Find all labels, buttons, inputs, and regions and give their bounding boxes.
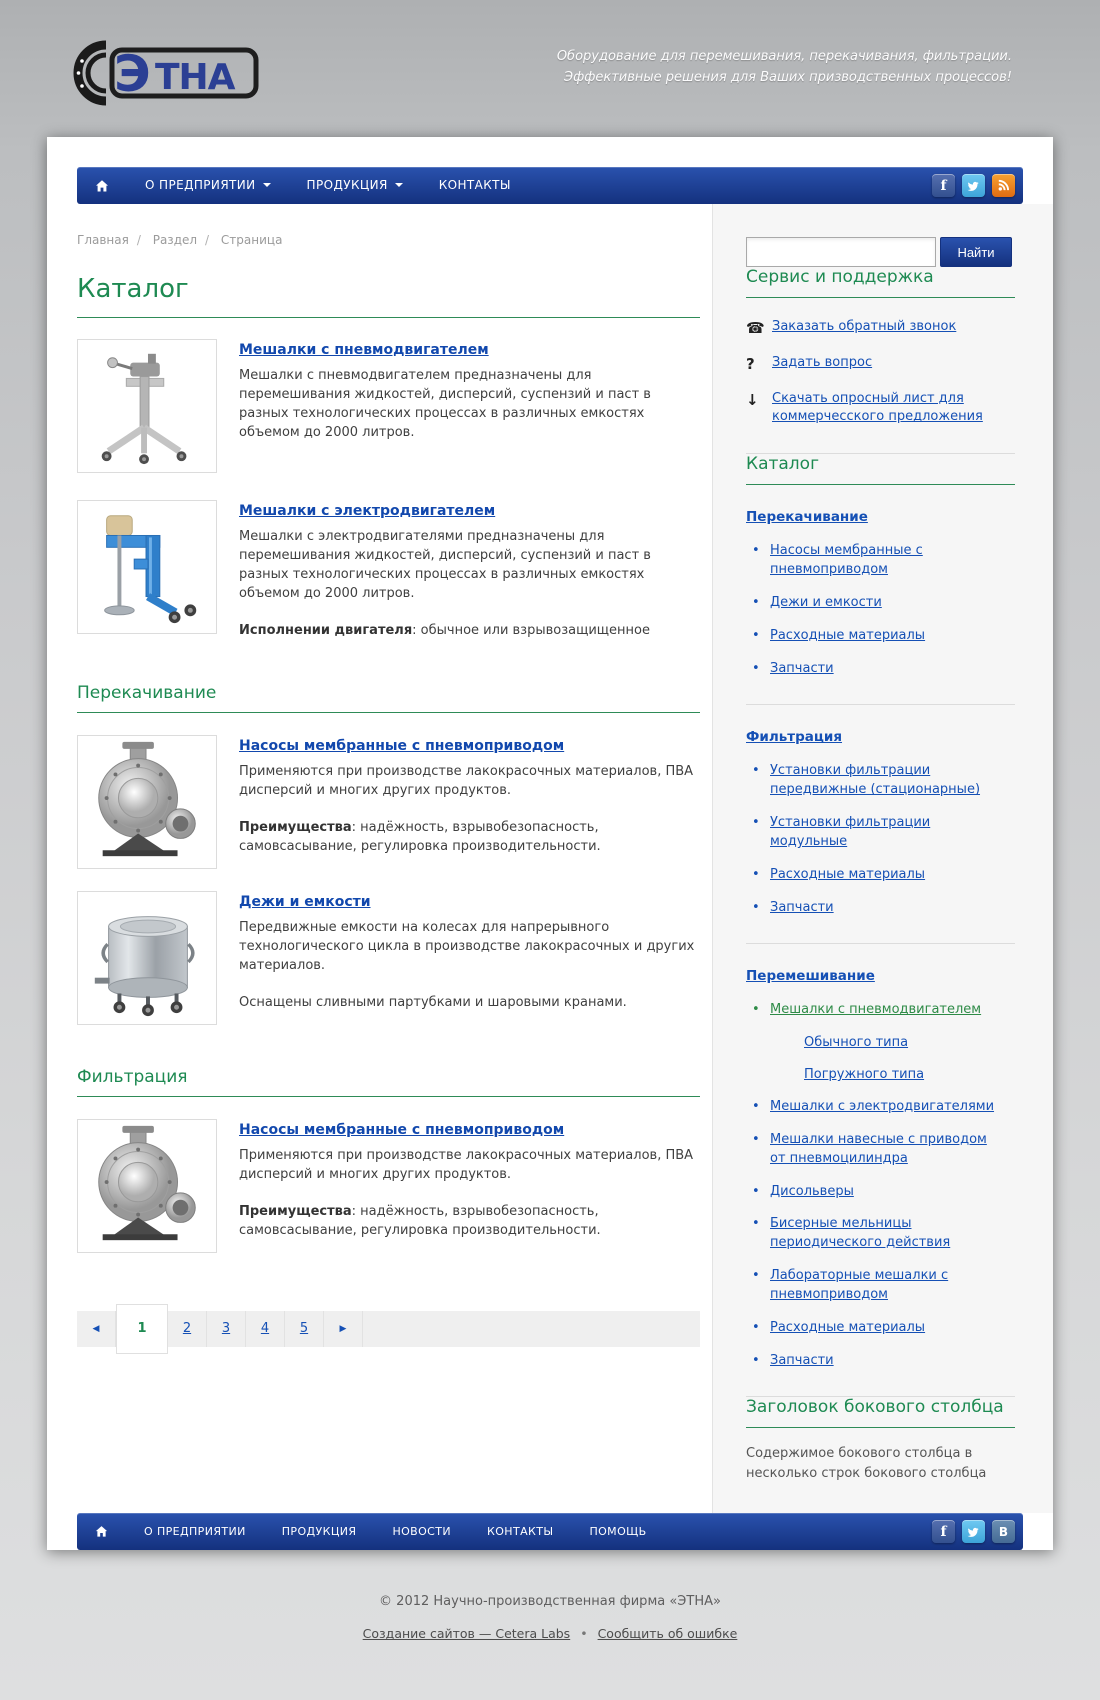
footer-item-news[interactable]: НОВОСТИ [392, 1525, 452, 1539]
catalog-link[interactable]: Мешалки с электродвигателями [770, 1099, 995, 1114]
product-note: Исполнении двигателя: обычное или взрывозащищенное [239, 622, 650, 638]
pagination-next-button[interactable]: ▶ [324, 1311, 363, 1347]
catalog-link[interactable]: Запчасти [770, 899, 834, 915]
catalog-link[interactable]: Расходные материалы [770, 1319, 926, 1335]
list-item [746, 318, 1015, 340]
catalog-link[interactable]: Насосы мембранные с пневмоприводом [770, 543, 923, 578]
product-item [77, 1119, 700, 1253]
content-card [47, 137, 1053, 1550]
list-item [746, 814, 1015, 852]
list-subitem [746, 1066, 1015, 1085]
pagination-page-1[interactable]: 1 [116, 1304, 168, 1354]
twitter-bird-icon [966, 178, 981, 193]
catalog-link-active[interactable]: Мешалки с пневмодвигателем [770, 1002, 982, 1018]
catalog-group-list [746, 542, 1015, 678]
list-item [746, 1352, 1015, 1371]
list-item [746, 866, 1015, 885]
list-item [746, 1267, 1015, 1305]
site-tagline [557, 47, 1012, 89]
catalog-sublink[interactable]: Погружного типа [804, 1067, 925, 1083]
nav-item-contacts[interactable] [421, 167, 529, 204]
site-creator-link[interactable]: Создание сайтов — Cetera Labs [362, 1626, 571, 1642]
separator-dot: • [580, 1626, 588, 1642]
catalog-menu-title: Каталог [746, 454, 1015, 485]
catalog-group-list [746, 1001, 1015, 1370]
svg-text:Э: Э [114, 45, 151, 103]
breadcrumb-section[interactable]: Раздел / [153, 233, 217, 247]
twitter-icon[interactable] [962, 174, 985, 197]
page-footer [0, 1594, 1100, 1641]
list-item [746, 627, 1015, 646]
chevron-down-icon [395, 183, 403, 187]
breadcrumb-home[interactable]: Главная / [77, 233, 149, 247]
catalog-link[interactable]: Лабораторные мешалки с пневмоприводом [770, 1268, 949, 1302]
product-title-link[interactable]: Дежи и емкости [239, 893, 371, 910]
footer-item-contacts[interactable]: КОНТАКТЫ [487, 1525, 554, 1539]
section-title-pumping: Перекачивание [77, 683, 700, 713]
list-item [746, 1215, 1015, 1253]
membrane-pump-image [79, 737, 215, 867]
divider [746, 704, 1015, 705]
product-body [239, 735, 699, 869]
product-item [77, 735, 700, 869]
content-columns [47, 204, 1053, 1513]
pagination [77, 1311, 700, 1347]
list-item-active [746, 1001, 1015, 1020]
copyright: © 2012 Научно-производственная фирма «ЭТНА» [379, 1594, 721, 1610]
catalog-group-filtration[interactable]: Фильтрация [746, 729, 843, 746]
list-item [746, 594, 1015, 613]
nav-item-about[interactable] [127, 167, 289, 204]
pagination-page-3[interactable]: 3 [207, 1311, 246, 1347]
catalog-link[interactable]: Запчасти [770, 660, 834, 676]
section-title-filtration: Фильтрация [77, 1067, 700, 1097]
catalog-link[interactable]: Дежи и емкости [770, 594, 882, 610]
list-item [746, 762, 1015, 800]
product-item [77, 891, 700, 1025]
home-button[interactable] [77, 167, 127, 204]
product-description: Применяются при производстве лакокрасочных материалов, ПВА дисперсий и многих других продуктов. [239, 1147, 694, 1182]
footer-social-links [932, 1520, 1015, 1543]
list-item [746, 899, 1015, 918]
catalog-sublink[interactable]: Обычного типа [804, 1035, 909, 1051]
nav-item-products-label: ПРОДУКЦИЯ [306, 178, 388, 192]
pneumatic-mixer-image [79, 341, 215, 471]
side-block-title: Заголовок бокового столбца [746, 1397, 1015, 1428]
search-input[interactable] [746, 237, 936, 267]
list-item [746, 354, 1015, 376]
list-subitem [746, 1034, 1015, 1053]
question-icon: ? [746, 354, 755, 373]
svg-text:ТНА: ТНА [155, 57, 235, 98]
pagination-page-4[interactable]: 4 [246, 1311, 285, 1347]
search-button[interactable]: Найти [940, 237, 1012, 267]
divider [746, 943, 1015, 944]
product-title-link[interactable]: Мешалки с электродвигателем [239, 503, 496, 519]
catalog-group-pumping[interactable]: Перекачивание [746, 509, 868, 526]
catalog-group-mixing[interactable]: Перемешивание [746, 968, 875, 985]
catalog-link[interactable]: Установки фильтрации модульные [770, 815, 931, 849]
download-icon: ↓ [746, 390, 759, 409]
breadcrumb [77, 233, 700, 247]
callback-link[interactable]: Заказать обратный звонок [772, 319, 957, 334]
phone-icon: ☎ [746, 319, 765, 337]
product-description: Мешалки с пневмодвигателем предназначены для перемешивания жидкостей, дисперсий, суспензий и паст в разных технологических процессах в различных емкостях объемом до 2000 литров. [239, 368, 651, 440]
list-item [746, 1131, 1015, 1169]
catalog-link[interactable]: Установки фильтрации передвижные (стационарные) [770, 763, 981, 798]
product-title-link[interactable]: Насосы мембранные с пневмоприводом [239, 737, 565, 754]
chevron-down-icon [263, 183, 271, 187]
product-description-2: Оснащены сливными партубками и шаровыми кранами. [239, 994, 627, 1010]
product-image-membrane-pump[interactable] [77, 735, 217, 869]
twitter-bird-icon [966, 1524, 981, 1539]
twitter-icon[interactable] [962, 1520, 985, 1543]
service-links [746, 318, 1015, 427]
product-body [239, 500, 699, 641]
list-item [746, 542, 1015, 580]
main-column [47, 204, 712, 1513]
footer-item-about[interactable]: О ПРЕДПРИЯТИИ [144, 1525, 246, 1539]
nav-item-products[interactable] [289, 167, 421, 204]
facebook-icon[interactable]: f [932, 1520, 955, 1543]
report-error-link[interactable]: Сообщить об ошибке [597, 1626, 738, 1642]
product-body [239, 1119, 699, 1253]
tagline-line2: Эффективные решения для Ваших призводственных процессов! [564, 69, 1012, 85]
membrane-pump-image [79, 1121, 215, 1251]
etna-logo-icon [70, 24, 270, 106]
product-image-pneumatic-mixer[interactable] [77, 339, 217, 473]
footer-credits [0, 1626, 1100, 1641]
list-item [746, 1183, 1015, 1202]
rss-icon[interactable] [992, 174, 1015, 197]
product-image-electric-mixer[interactable] [77, 500, 217, 634]
home-icon [94, 178, 110, 194]
breadcrumb-page: Страница [220, 233, 283, 247]
pagination-page-5[interactable]: 5 [285, 1311, 324, 1347]
facebook-icon[interactable]: f [932, 174, 955, 197]
product-title-link[interactable]: Мешалки с пневмодвигателем [239, 342, 489, 358]
sidebar [712, 204, 1053, 1513]
search-form [746, 237, 1015, 267]
product-image-membrane-pump[interactable] [77, 1119, 217, 1253]
catalog-link[interactable]: Расходные материалы [770, 627, 926, 643]
pagination-prev-button[interactable]: ◀ [77, 1311, 116, 1347]
footer-item-help[interactable]: ПОМОЩЬ [589, 1525, 647, 1539]
catalog-group-list [746, 762, 1015, 917]
ask-question-link[interactable]: Задать вопрос [772, 354, 873, 370]
tagline-line1: Оборудование для перемешивания, перекачивания, фильтрации. [556, 49, 1012, 64]
product-note: Преимущества: надёжность, взрывобезопасность, самовсасывание, регулировка производительности. [239, 1203, 601, 1238]
product-body [239, 891, 699, 1025]
rss-waves-icon [996, 178, 1011, 193]
product-description: Применяются при производстве лакокрасочных материалов, ПВА дисперсий и многих других продуктов. [239, 763, 694, 798]
site-header [0, 0, 1100, 137]
catalog-link[interactable]: Запчасти [770, 1352, 834, 1368]
nav-item-about-label: О ПРЕДПРИЯТИИ [145, 178, 256, 192]
list-item [746, 1098, 1015, 1117]
footer-home-button[interactable] [77, 1513, 126, 1550]
list-item [746, 390, 1015, 428]
pagination-page-2[interactable]: 2 [168, 1311, 207, 1347]
product-item [77, 500, 700, 641]
electric-mixer-image [79, 502, 215, 632]
catalog-link[interactable]: Бисерные мельницы периодического действия [770, 1216, 951, 1251]
logo [70, 24, 270, 110]
side-block-text: Содержимое бокового столбца в несколько строк бокового столбца [746, 1446, 987, 1481]
product-image-tank[interactable] [77, 891, 217, 1025]
tank-image [79, 893, 215, 1023]
page-title: Каталог [77, 274, 700, 318]
product-title-link[interactable]: Насосы мембранные с пневмоприводом [239, 1121, 565, 1138]
catalog-link[interactable]: Мешалки навесные с приводом от пневмоцилиндра [770, 1131, 987, 1166]
product-description: Мешалки с электродвигателями предназначены для перемешивания жидкостей, дисперсий, суспензий и паст в разных технологических процессах в различных емкостях объемом до 2000 литров. [239, 529, 651, 601]
vk-icon[interactable]: В [992, 1520, 1015, 1543]
nav-item-contacts-label: КОНТАКТЫ [438, 178, 511, 192]
product-body [239, 339, 699, 473]
main-nav [77, 167, 1023, 204]
footer-item-products[interactable]: ПРОДУКЦИЯ [281, 1525, 357, 1539]
download-questionnaire-link[interactable]: Скачать опросный лист для коммерчесского предложения [772, 390, 983, 425]
service-section-title: Сервис и поддержка [746, 267, 1015, 298]
nav-social-links [932, 174, 1015, 197]
product-description: Передвижные емкости на колесах для напрерывного технологического цикла в производстве лакокрасочных и других материалов. [239, 919, 695, 973]
catalog-link[interactable]: Расходные материалы [770, 866, 926, 882]
footer-nav [77, 1513, 1023, 1550]
product-note: Преимущества: надёжность, взрывобезопасность, самовсасывание, регулировка производительности. [239, 819, 601, 854]
list-item [746, 1319, 1015, 1338]
home-icon [94, 1524, 109, 1539]
list-item [746, 660, 1015, 679]
catalog-link[interactable]: Дисольверы [770, 1183, 854, 1199]
product-item [77, 339, 700, 473]
